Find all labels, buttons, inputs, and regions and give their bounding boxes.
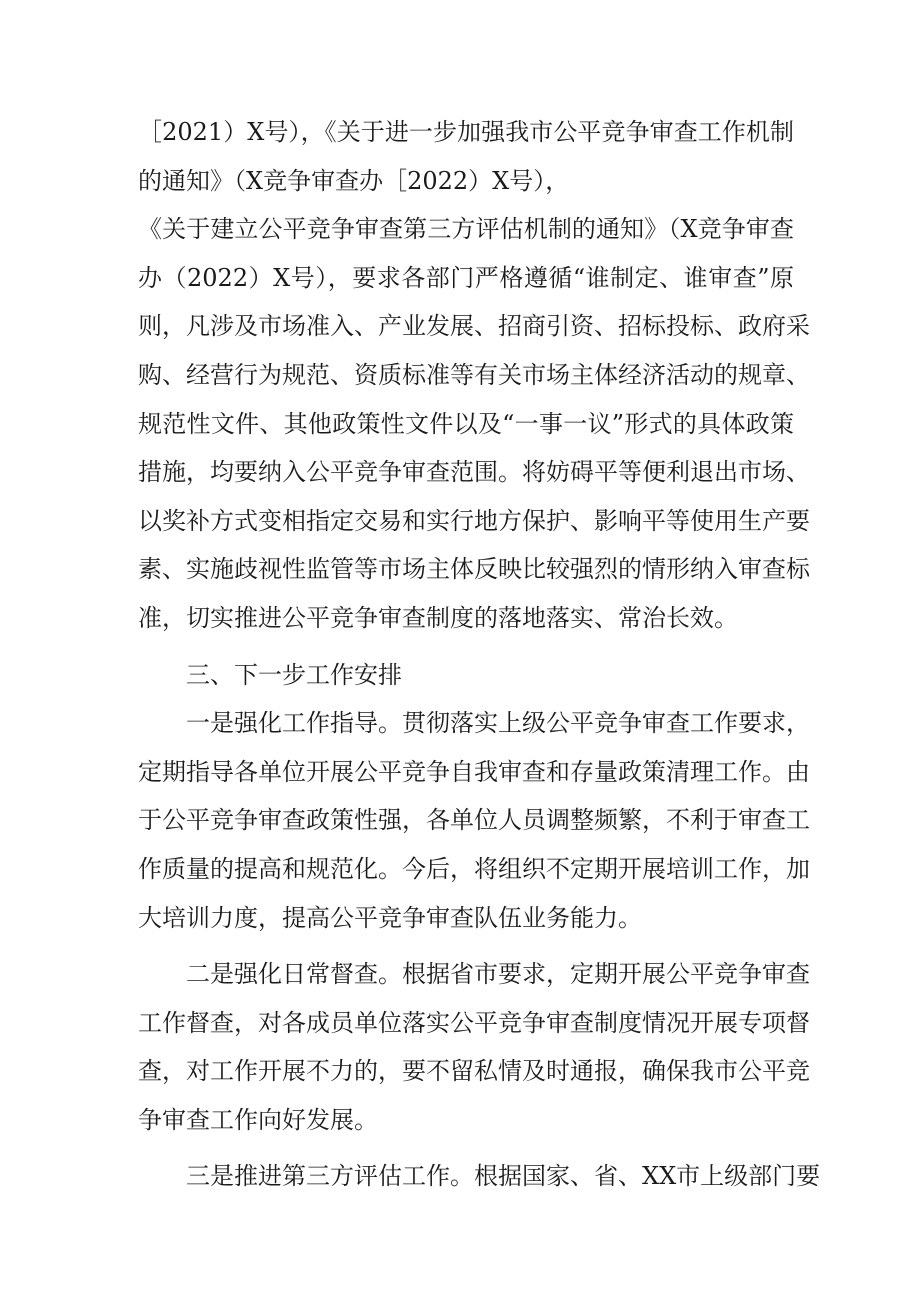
text-line: 措施，均要纳入公平竞争审查范围。将妨碍平等便利退出市场、 <box>138 458 810 487</box>
text-line: ［2021）X号），《关于进一步加强我市公平竞争审查工作机制 <box>138 118 794 146</box>
text-line: 《关于建立公平竞争审查第三方评估机制的通知》（X竞争审查 <box>138 215 794 244</box>
text-line: 三是推进第三方评估工作。根据国家、省、XX市上级部门要 <box>186 1162 821 1191</box>
text-line: 争审查工作向好发展。 <box>138 1105 378 1134</box>
text-line: 素、实施歧视性监管等市场主体反映比较强烈的情形纳入审查标 <box>138 555 810 584</box>
text-line: 工作督查，对各成员单位落实公平竞争审查制度情况开展专项督 <box>138 1008 810 1037</box>
text-line: 购、经营行为规范、资质标准等有关市场主体经济活动的规章、 <box>138 360 810 389</box>
text-line: 一是强化工作指导。贯彻落实上级公平竞争审查工作要求， <box>186 709 810 738</box>
text-line: 二是强化日常督查。根据省市要求，定期开展公平竞争审查 <box>186 960 810 989</box>
document-body <box>138 108 821 1201</box>
text-line: 的通知》（X竞争审查办［2022）X号）， <box>138 166 570 195</box>
text-line: 准，切实推进公平竞争审查制度的落地落实、常治长效。 <box>138 603 738 632</box>
text-line: 于公平竞争审查政策性强，各单位人员调整频繁，不利于审查工 <box>138 806 810 835</box>
text-line: 大培训力度，提高公平竞争审查队伍业务能力。 <box>138 903 642 932</box>
text-line: 查，对工作开展不力的，要不留私情及时通报，确保我市公平竞 <box>138 1057 810 1086</box>
text-line: 规范性文件、其他政策性文件以及“一事一议”形式的具体政策 <box>138 409 794 438</box>
section-heading: 三、下一步工作安排 <box>186 660 402 689</box>
text-line: 以奖补方式变相指定交易和实行地方保护、影响平等使用生产要 <box>138 506 810 535</box>
text-line: 作质量的提高和规范化。今后，将组织不定期开展培训工作，加 <box>138 854 810 883</box>
text-line: 办（2022）X号），要求各部门严格遵循“谁制定、谁审查”原 <box>138 263 794 292</box>
text-line: 则，凡涉及市场准入、产业发展、招商引资、招标投标、政府采 <box>138 312 810 341</box>
text-line: 定期指导各单位开展公平竞争自我审查和存量政策清理工作。由 <box>138 757 810 786</box>
